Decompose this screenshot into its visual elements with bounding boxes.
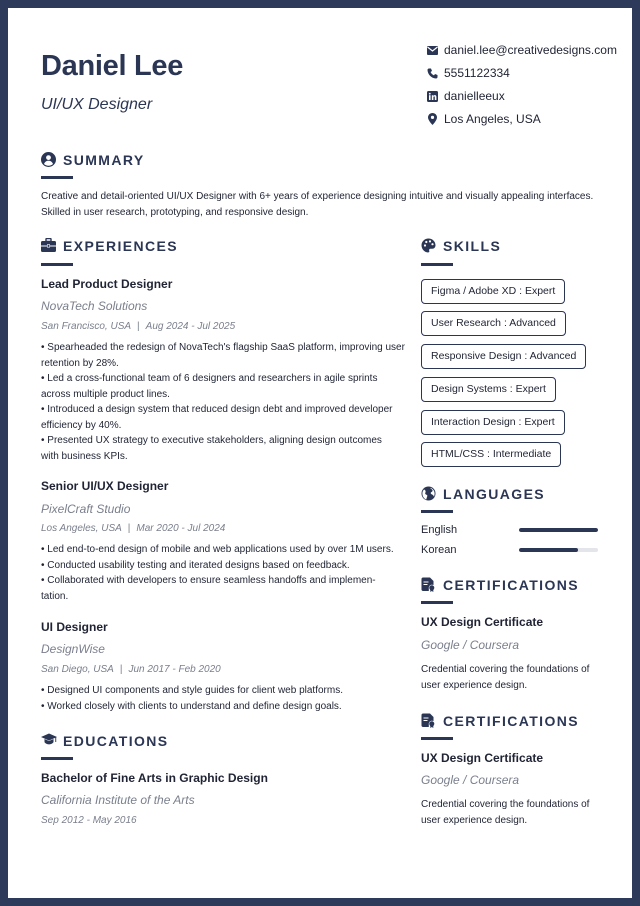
summary-text <box>41 189 611 220</box>
summary-line: Creative and detail-oriented UI/UX Designer with 6+ years of experience designing intuitive and visually appealing interfaces. <box>41 191 594 202</box>
certificate-description <box>421 662 621 693</box>
educations-heading <box>41 733 169 749</box>
summary-heading-text: SUMMARY <box>63 152 145 168</box>
languages-rule <box>421 510 453 513</box>
certificate-issuer: Google / Coursera <box>421 773 520 787</box>
skill-tag: Interaction Design : Expert <box>421 410 565 435</box>
language-level-fill <box>519 548 578 552</box>
certificate-title: UX Design Certificate <box>421 751 544 765</box>
certifications-heading-text: CERTIFICATIONS <box>443 577 580 593</box>
skill-tag: Figma / Adobe XD : Expert <box>421 279 565 304</box>
certifications-heading <box>421 713 579 729</box>
linkedin-icon <box>426 90 438 102</box>
job-company: NovaTech Solutions <box>41 299 148 313</box>
experiences-heading <box>41 238 178 254</box>
certificate-issuer: Google / Coursera <box>421 638 520 652</box>
job-title: Lead Product Designer <box>41 277 173 291</box>
school-name: California Institute of the Arts <box>41 793 195 807</box>
certificate-description <box>421 797 621 828</box>
certifications-heading-text: CERTIFICATIONS <box>443 713 580 729</box>
contact-linkedin[interactable] <box>426 89 505 103</box>
contact-email-text: daniel.lee@creativedesigns.com <box>444 43 617 57</box>
bullet-line: • Spearheaded the redesign of NovaTech's flagship SaaS platform, improving user <box>41 342 405 353</box>
skill-tag: Design Systems : Expert <box>421 377 556 402</box>
bullet-line: • Collaborated with developers to ensure seamless handoffs and implemen- <box>41 575 376 586</box>
job-meta <box>41 664 221 675</box>
educations-heading-text: EDUCATIONS <box>63 733 169 749</box>
bullet-line: retention by 28%. <box>41 357 119 369</box>
bullet-line: • Introduced a design system that reduced design debt and improved developer <box>41 404 393 415</box>
experiences-heading-text: EXPERIENCES <box>63 238 178 254</box>
bullet-line: tation. <box>41 590 69 602</box>
skill-tag: Responsive Design : Advanced <box>421 344 586 369</box>
bullet-line: across multiple product lines. <box>41 388 170 400</box>
user-circle-icon <box>41 152 57 168</box>
job-company: DesignWise <box>41 642 105 656</box>
summary-heading <box>41 152 145 168</box>
description-line: Credential covering the foundations of <box>421 664 590 675</box>
job-meta <box>41 523 225 534</box>
job-title: Senior UI/UX Designer <box>41 479 169 493</box>
certificate-icon <box>421 713 437 729</box>
contact-email[interactable] <box>426 43 617 57</box>
phone-icon <box>426 67 438 79</box>
education-dates: Sep 2012 - May 2016 <box>41 815 137 826</box>
contact-linkedin-text: danielleeux <box>444 89 505 103</box>
map-pin-icon <box>426 113 438 125</box>
job-bullets <box>41 542 411 604</box>
bullet-line: • Presented UX strategy to executive stakeholders, aligning design outcomes <box>41 435 382 446</box>
language-name: Korean <box>421 544 457 556</box>
contact-phone-text: 5551122334 <box>444 66 510 80</box>
job-company: PixelCraft Studio <box>41 502 131 516</box>
degree-title: Bachelor of Fine Arts in Graphic Design <box>41 771 268 785</box>
envelope-icon <box>426 44 438 56</box>
experiences-rule <box>41 263 73 266</box>
skill-tag: HTML/CSS : Intermediate <box>421 442 561 467</box>
description-line: user experience design. <box>421 814 528 826</box>
certificate-title: UX Design Certificate <box>421 615 544 629</box>
certifications-rule <box>421 737 453 740</box>
globe-icon <box>421 486 437 502</box>
skill-tag: User Research : Advanced <box>421 311 566 336</box>
palette-icon <box>421 238 437 254</box>
bullet-line: with business KPIs. <box>41 450 128 462</box>
description-line: Credential covering the foundations of <box>421 799 590 810</box>
certificate-icon <box>421 577 437 593</box>
job-bullets <box>41 683 411 714</box>
bullet-line: • Worked closely with clients to understand and define design goals. <box>41 700 342 712</box>
job-dates: Jun 2017 - Feb 2020 <box>128 664 221 675</box>
skills-heading-text: SKILLS <box>443 238 502 254</box>
resume-page <box>8 8 632 898</box>
job-bullets <box>41 340 411 464</box>
meta-separator: | <box>127 523 131 534</box>
language-level-bar <box>519 548 598 552</box>
certifications-heading <box>421 577 579 593</box>
bullet-line: • Conducted usability testing and iterated designs based on feedback. <box>41 559 350 571</box>
description-line: user experience design. <box>421 679 528 691</box>
candidate-name: Daniel Lee <box>41 50 184 82</box>
summary-rule <box>41 176 73 179</box>
contact-location-text: Los Angeles, USA <box>444 112 541 126</box>
language-level-fill <box>519 528 598 532</box>
bullet-line: efficiency by 40%. <box>41 419 122 431</box>
skills-rule <box>421 263 453 266</box>
bullet-line: • Designed UI components and style guides for client web platforms. <box>41 685 343 696</box>
meta-separator: | <box>119 664 123 675</box>
bullet-line: • Led end-to-end design of mobile and web applications used by over 1M users. <box>41 544 394 555</box>
language-level-bar <box>519 528 598 532</box>
skills-heading <box>421 238 501 254</box>
bullet-line: • Led a cross-functional team of 6 designers and researchers in agile sprints <box>41 373 378 384</box>
job-dates: Mar 2020 - Jul 2024 <box>136 523 226 534</box>
certifications-rule <box>421 601 453 604</box>
candidate-role: UI/UX Designer <box>41 96 153 113</box>
languages-heading-text: LANGUAGES <box>443 486 546 502</box>
educations-rule <box>41 757 73 760</box>
language-name: English <box>421 524 458 536</box>
summary-line: Skilled in user research, prototyping, and responsive design. <box>41 206 309 218</box>
graduation-cap-icon <box>41 733 57 749</box>
job-title: UI Designer <box>41 620 108 634</box>
meta-separator: | <box>137 321 140 332</box>
job-location: Los Angeles, USA <box>41 523 122 534</box>
languages-heading <box>421 486 545 502</box>
job-dates: Aug 2024 - Jul 2025 <box>145 321 236 332</box>
job-meta <box>41 321 235 332</box>
briefcase-icon <box>41 238 57 254</box>
job-location: San Francisco, USA <box>41 321 132 332</box>
job-location: San Diego, USA <box>41 664 114 675</box>
contact-location <box>426 112 541 126</box>
contact-phone[interactable] <box>426 66 510 80</box>
